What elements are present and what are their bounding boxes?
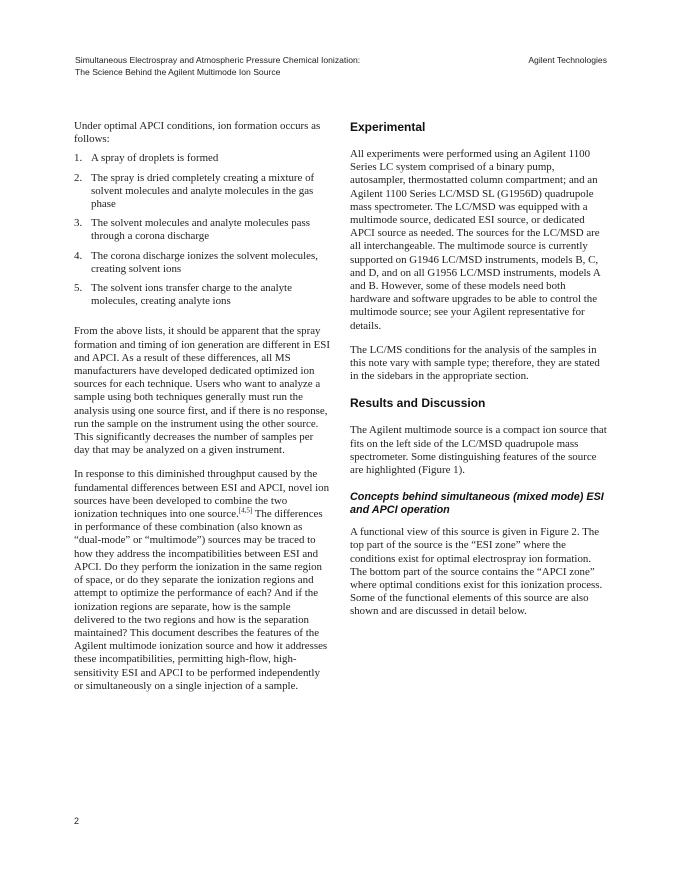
list-item: 3. The solvent molecules and analyte molecules pass through a corona discharge [74, 217, 310, 243]
paragraph-lists-comparison: From the above lists, it should be apparent that the spray formation and timing of ion generation are different in ESI and APCI. As a result of these differences, all MS manufacturers have developed dedicated optimized ion sources for each technique. Users who want to analyze a sample using both techniques generally must run the analysis using one source first, and if there is no response, run the sample on the instrument using the other source. This significantly decreases the number of samples per day that may be analyzed on a given instrument. [74, 325, 330, 457]
running-header-title: Simultaneous Electrospray and Atmospheric Pressure Chemical Ionization: The Science Behind the Agilent Multimode Ion Source [75, 55, 361, 77]
apci-intro: Under optimal APCI conditions, ion formation occurs as follows: [74, 120, 321, 146]
paragraph-novel-sources: In response to this diminished throughput caused by the fundamental differences between ESI and APCI, novel ion sources have been developed to combine the two ionization techniques into one source.[4,5] The differences in performance of these combination (also known as “dual-mode” or “multimode”) sources may be traced to how they address the incompatibilities between ESI and APCI. Do they perform the ionization in the same region of space, or do they separate the ionization regions and attempt to optimize the performance of each? And if the ionization regions are separate, how is the sample delivered to the two regions and how is the separation maintained? This document describes the features of the Agilent multimode ionization source and how it addresses these incompatibilities, permitting high-flow, high-sensitivity ESI and APCI to be performed independently or simultaneously on a single injection of a sample. [74, 468, 330, 692]
experimental-heading: Experimental [350, 120, 426, 134]
page-number: 2 [74, 816, 80, 826]
experimental-paragraph-2: The LC/MS conditions for the analysis of the samples in this note vary with sample type; therefore, they are stated in the sidebars in the appropriate section. [350, 343, 600, 383]
citation-reference: [4,5] [238, 506, 253, 515]
list-item: 5. The solvent ions transfer charge to the analyte molecules, creating analyte ions [74, 282, 292, 308]
left-column [74, 120, 330, 693]
concepts-subheading: Concepts behind simultaneous (mixed mode) ESI and APCI operation [350, 491, 604, 517]
right-column [350, 120, 608, 619]
apci-steps-list [74, 152, 330, 308]
list-item: 1. A spray of droplets is formed [74, 152, 219, 165]
concepts-paragraph-1: A functional view of this source is given in Figure 2. The top part of the source is the “ESI zone” where the conditions exist for optimal electrospray ion formation. The bottom part of the source contains the “APCI zone” where optimal conditions exist for this ionization process. Some of the functional elements of this source are also shown and are discussed in detail below. [350, 526, 603, 618]
list-item: 2. The spray is dried completely creating a mixture of solvent molecules and analyte molecules in the gas phase [74, 171, 315, 211]
running-header-company: Agilent Technologies [528, 55, 607, 65]
results-paragraph-1: The Agilent multimode source is a compact ion source that fits on the left side of the LC/MSD quadrupole mass spectrometer. Some distinguishing features of the source are highlighted (Figure 1). [350, 424, 607, 477]
list-item: 4. The corona discharge ionizes the solvent molecules, creating solvent ions [74, 249, 318, 275]
experimental-paragraph-1: All experiments were performed using an Agilent 1100 Series LC system comprised of a binary pump, autosampler, thermostatted column compartment; and an Agilent 1100 Series LC/MSD SL (G1956D) quadrupole mass spectrometer. The LC/MSD was equipped with a multimode source, dedicated ESI source, or dedicated APCI source as needed. The sources for the LC/MSD are all interchangeable. The multimode source is currently supported on G1946 LC/MSD instruments, models B, C, and D, and on all G1956 LC/MSD instruments, models A and B. However, some of these models need both hardware and software upgrades to be able to control the multimode source; see your Agilent representative for details. [350, 148, 601, 332]
results-heading: Results and Discussion [350, 396, 486, 411]
